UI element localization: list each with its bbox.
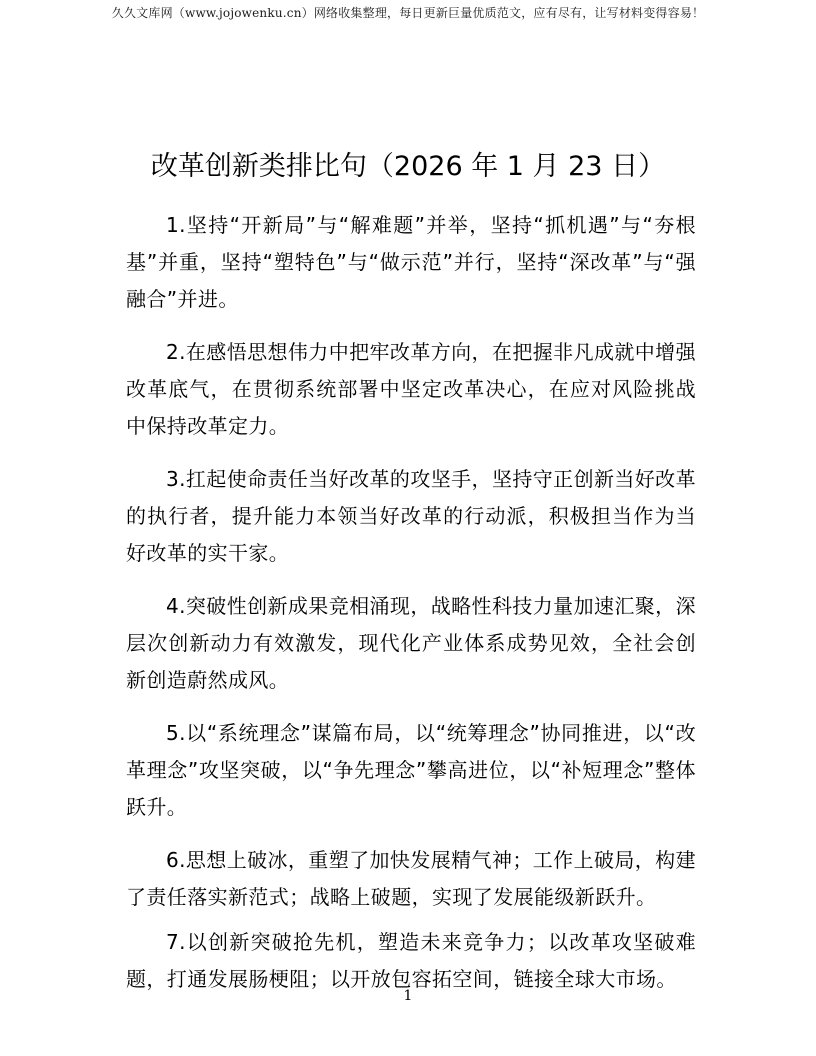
site-banner: 久久文库网（www.jojowenku.cn）网络收集整理，每日更新巨量优质范文，应有尽有，让写材料变得容易！ <box>111 6 705 20</box>
document-title: 改革创新类排比句（2026 年 1 月 23 日） <box>150 151 666 182</box>
paragraph-2: 2.在感悟思想伟力中把牢改革方向，在把握非凡成就中增强改革底气，在贯彻系统部署中坚定改革决心，在应对风险挑战中保持改革定力。 <box>126 340 696 438</box>
paragraph-5: 5.以“系统理念”谋篇布局，以“统筹理念”协同推进，以“改革理念”攻坚突破，以“争先理念”攀高进位，以“补短理念”整体跃升。 <box>126 721 696 819</box>
paragraph-4: 4.突破性创新成果竞相涌现，战略性科技力量加速汇聚，深层次创新动力有效激发，现代化产业体系成势见效，全社会创新创造蔚然成风。 <box>126 594 696 692</box>
paragraph-1: 1.坚持“开新局”与“解难题”并举，坚持“抓机遇”与“夯根基”并重，坚持“塑特色”与“做示范”并行，坚持“深改革”与“强融合”并进。 <box>126 213 696 311</box>
paragraph-6: 6.思想上破冰，重塑了加快发展精气神；工作上破局，构建了责任落实新范式；战略上破题，实现了发展能级新跃升。 <box>126 848 696 909</box>
document-body <box>126 207 696 1006</box>
paragraph-7: 7.以创新突破抢先机，塑造未来竞争力；以改革攻坚破难题，打通发展肠梗阻；以开放包容拓空间，链接全球大市场。 <box>126 930 696 991</box>
paragraph-3: 3.扛起使命责任当好改革的攻坚手，坚持守正创新当好改革的执行者，提升能力本领当好改革的行动派，积极担当作为当好改革的实干家。 <box>126 467 696 565</box>
page-number: 1 <box>403 988 413 1004</box>
